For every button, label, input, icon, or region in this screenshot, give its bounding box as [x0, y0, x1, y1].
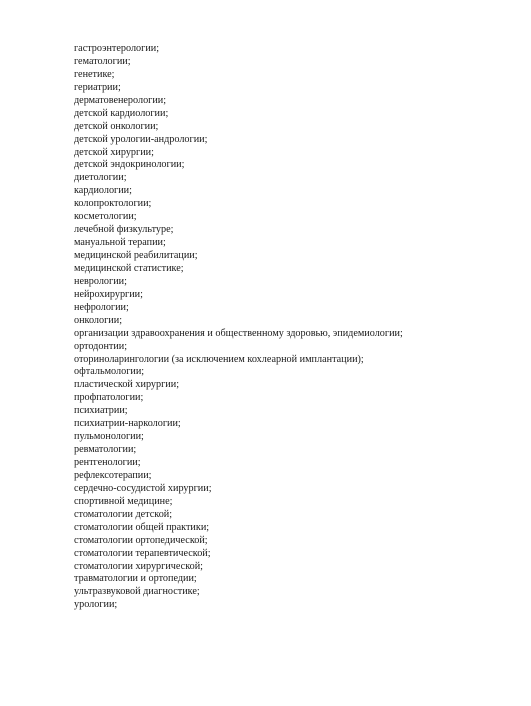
list-item: мануальной терапии; — [74, 237, 166, 249]
list-item: кардиологии; — [74, 185, 132, 197]
list-item: нейрохирургии; — [74, 288, 143, 300]
list-item: стоматологии хирургической; — [74, 560, 204, 572]
list-item: онкологии; — [74, 314, 123, 326]
list-item: детской кардиологии; — [74, 107, 169, 119]
list-item: лечебной физкультуре; — [74, 224, 174, 236]
list-item: офтальмологии; — [74, 366, 145, 378]
list-item: детской урологии-андрологии; — [74, 133, 208, 145]
list-item: профпатологии; — [74, 392, 144, 404]
list-item: медицинской реабилитации; — [74, 250, 198, 261]
list-item: колопроктологии; — [74, 198, 152, 210]
list-item: неврологии; — [74, 275, 127, 287]
list-item: косметологии; — [74, 211, 137, 223]
list-item: психиатрии; — [74, 405, 128, 417]
list-item: детской онкологии; — [74, 120, 159, 132]
list-item: стоматологии терапевтической; — [74, 547, 211, 559]
list-item: психиатрии-наркологии; — [74, 418, 181, 430]
list-item: урологии; — [74, 599, 118, 611]
list-item: рентгенологии; — [74, 457, 141, 468]
list-item: ультразвуковой диагностике; — [74, 586, 200, 598]
list-item: ревматологии; — [74, 444, 137, 456]
list-item: стоматологии детской; — [74, 508, 173, 520]
list-item: сердечно-сосудистой хирургии; — [74, 482, 212, 494]
list-item: дерматовенерологии; — [74, 94, 167, 106]
list-item: диетологии; — [74, 172, 127, 184]
list-item: гематологии; — [74, 55, 131, 67]
list-item: пульмонологии; — [74, 431, 144, 443]
list-item: генетике; — [74, 68, 115, 80]
list-item: ортодонтии; — [74, 340, 128, 352]
specialty-list — [74, 43, 403, 612]
list-item: рефлексотерапии; — [74, 469, 152, 481]
list-item: гериатрии; — [74, 81, 121, 93]
list-item: организации здравоохранения и общественному здоровью, эпидемиологии; — [74, 327, 403, 339]
list-item: стоматологии ортопедической; — [74, 534, 208, 546]
list-item: медицинской статистике; — [74, 262, 184, 274]
list-item: травматологии и ортопедии; — [74, 573, 197, 585]
list-item: детской эндокринологии; — [74, 159, 185, 171]
list-item: пластической хирургии; — [74, 379, 180, 391]
list-item: оториноларингологии (за исключением кохлеарной имплантации); — [74, 353, 364, 365]
list-item: спортивной медицине; — [74, 495, 173, 507]
list-item: гастроэнтерологии; — [74, 43, 160, 54]
list-item: стоматологии общей практики; — [74, 521, 210, 533]
list-item: нефрологии; — [74, 301, 129, 313]
list-item: детской хирургии; — [74, 146, 154, 158]
